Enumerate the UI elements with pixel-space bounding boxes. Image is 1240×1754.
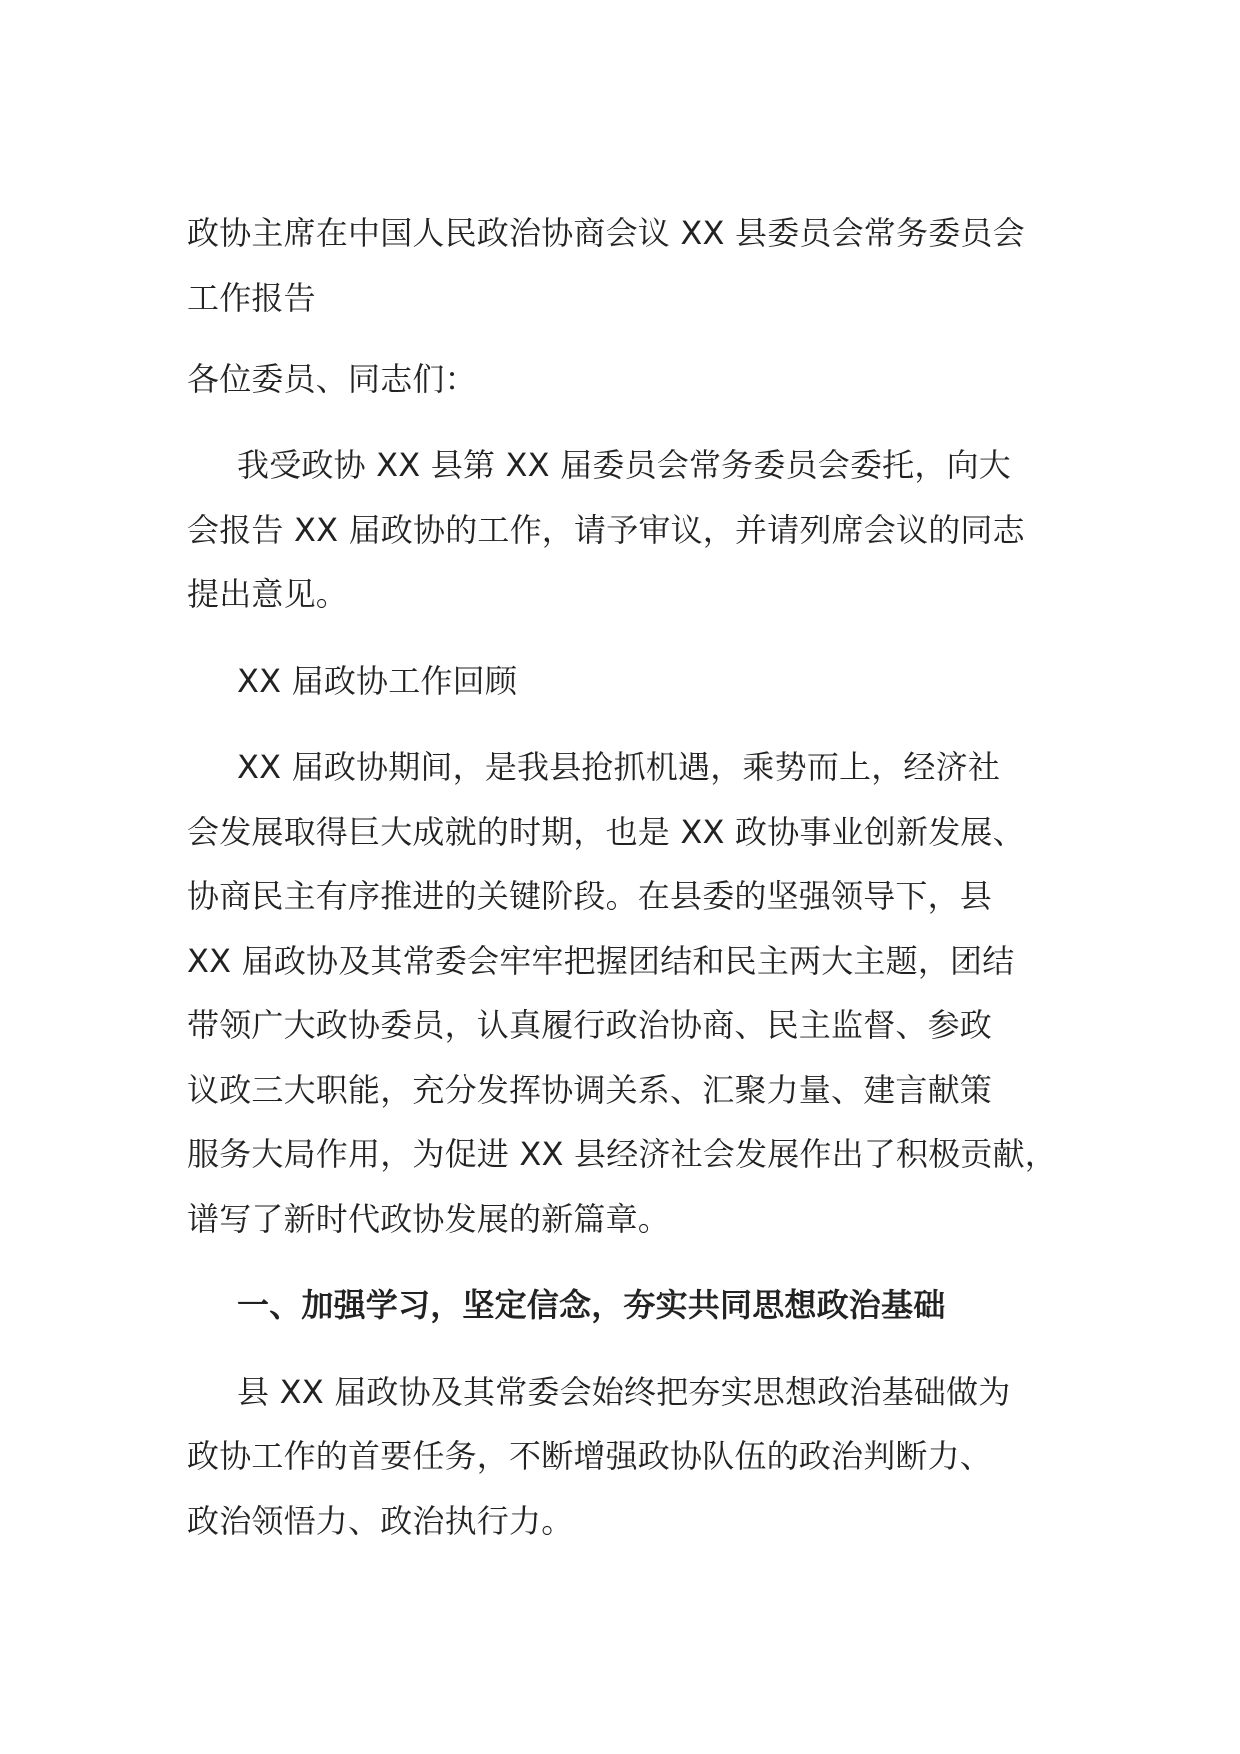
review-heading: [187, 649, 1087, 714]
section-one-line-2: 政协工作的首要任务，不断增强政协队伍的政治判断力、: [187, 1437, 993, 1475]
title-line-1: 政协主席在中国人民政治协商会议 XX 县委员会常务委员会: [187, 214, 1025, 252]
review-line-7: 服务大局作用，为促进 XX 县经济社会发展作出了积极贡献，: [187, 1135, 1057, 1173]
intro-paragraph: [187, 433, 1087, 627]
document-body: [187, 201, 1087, 1553]
salutation: [187, 347, 1087, 411]
review-line-8: 谱写了新时代政协发展的新篇章。: [187, 1199, 671, 1238]
review-line-1: XX 届政协期间，是我县抢抓机遇，乘势而上，经济社: [237, 748, 1001, 786]
title-line-2: 工作报告: [187, 278, 316, 317]
review-heading-text: XX 届政协工作回顾: [237, 661, 518, 700]
review-line-6: 议政三大职能，充分发挥协调关系、汇聚力量、建言献策: [187, 1070, 993, 1109]
review-line-5: 带领广大政协委员，认真履行政治协商、民主监督、参政: [187, 1006, 993, 1044]
section-one-line-1: 县 XX 届政协及其常委会始终把夯实思想政治基础做为: [237, 1372, 1011, 1411]
review-paragraph: [187, 735, 1087, 1251]
review-line-4: XX 届政协及其常委会牢牢把握团结和民主两大主题，团结: [187, 941, 1015, 980]
intro-line-2: 会报告 XX 届政协的工作，请予审议，并请列席会议的同志: [187, 510, 1025, 549]
section-one-paragraph: [187, 1360, 1087, 1554]
review-line-2: 会发展取得巨大成就的时期，也是 XX 政协事业创新发展、: [187, 812, 1025, 851]
intro-line-3: 提出意见。: [187, 575, 349, 613]
section-one-heading-text: 一、加强学习，坚定信念，夯实共同思想政治基础: [237, 1286, 946, 1324]
document-title: [187, 201, 1087, 330]
intro-line-1: 我受政协 XX 县第 XX 届委员会常务委员会委托，向大: [237, 446, 1011, 484]
section-one-line-3: 政治领悟力、政治执行力。: [187, 1501, 574, 1540]
section-one-heading: [187, 1273, 1087, 1338]
salutation-text: 各位委员、同志们：: [187, 360, 477, 398]
review-line-3: 协商民主有序推进的关键阶段。在县委的坚强领导下，县: [187, 877, 993, 915]
